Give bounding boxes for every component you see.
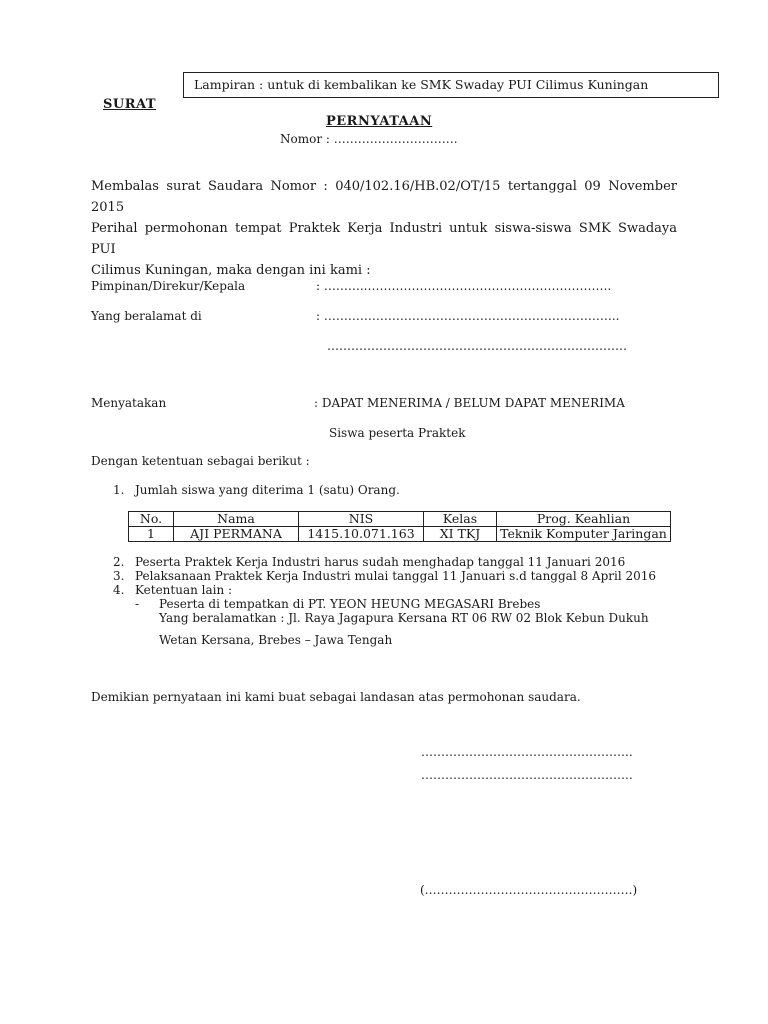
intro-line-3: Cilimus Kuningan, maka dengan ini kami :	[91, 263, 371, 278]
list-text: Peserta Praktek Kerja Industri harus sudah menghadap tanggal 11 Januari 2016	[135, 555, 626, 569]
closing-statement: Demikian pernyataan ini kami buat sebagai landasan atas permohonan saudara.	[91, 690, 581, 704]
ketentuan-intro: Dengan ketentuan sebagai berikut :	[91, 454, 310, 468]
list-item-3	[113, 569, 656, 583]
sub-item-3: Wetan Kersana, Brebes – Jawa Tengah	[159, 633, 393, 647]
attachment-note-box	[183, 72, 719, 98]
signature-name: (…………………………………………….)	[420, 883, 638, 897]
siswa-peserta-text: Siswa peserta Praktek	[329, 426, 466, 440]
pimpinan-value: : ………..…………………………………………………….	[316, 279, 612, 293]
list-text: Pelaksanaan Praktek Kerja Industri mulai tanggal 11 Januari s.d tanggal 8 April 2016	[135, 569, 657, 583]
table-cell: AJI PERMANA	[174, 527, 299, 542]
col-header: Kelas	[424, 512, 497, 527]
title-pernyataan: PERNYATAAN	[326, 114, 433, 129]
sub-item-dash: -	[135, 597, 140, 611]
intro-line-1: Membalas surat Saudara Nomor : 040/102.16/HB.02/OT/15 tertanggal 09 November 2015	[91, 179, 677, 215]
table-cell: 1415.10.071.163	[299, 527, 424, 542]
table-cell: Teknik Komputer Jaringan	[497, 527, 671, 542]
title-surat: SURAT	[103, 97, 157, 112]
menyatakan-label: Menyatakan	[91, 396, 167, 410]
alamat-value: : ………………………………………………………………..	[316, 309, 620, 323]
list-number: 3.	[113, 569, 125, 583]
col-header: No.	[129, 512, 174, 527]
signature-line-1: ……………………………………………..	[421, 745, 633, 759]
list-item-2	[113, 555, 625, 569]
list-text: Ketentuan lain :	[135, 583, 233, 597]
list-item-4	[113, 583, 232, 597]
alamat-value-line-2: …………………………………………………………………	[327, 339, 627, 353]
col-header: NIS	[299, 512, 424, 527]
menyatakan-value: : DAPAT MENERIMA / BELUM DAPAT MENERIMA	[314, 396, 625, 410]
table-cell: 1	[129, 527, 174, 542]
student-table	[128, 511, 671, 542]
sub-item-1: Peserta di tempatkan di PT. YEON HEUNG MEGASARI Brebes	[159, 597, 541, 611]
intro-line-2: Perihal permohonan tempat Praktek Kerja Industri untuk siswa-siswa SMK Swadaya PUI	[91, 221, 677, 257]
col-header: Prog. Keahlian	[497, 512, 671, 527]
table-row	[129, 527, 671, 542]
list-text: Jumlah siswa yang diterima 1 (satu) Orang.	[135, 483, 400, 497]
table-header-row	[129, 512, 671, 527]
nomor-line: Nomor : ………………………….	[280, 132, 458, 146]
alamat-label: Yang beralamat di	[91, 309, 202, 323]
col-header: Nama	[174, 512, 299, 527]
attachment-note: Lampiran : untuk di kembalikan ke SMK Swaday PUI Cilimus Kuningan	[194, 77, 649, 92]
list-item-1	[113, 483, 400, 497]
pimpinan-label: Pimpinan/Direkur/Kepala	[91, 279, 246, 293]
list-number: 4.	[113, 583, 125, 597]
table-cell: XI TKJ	[424, 527, 497, 542]
list-number: 1.	[113, 483, 125, 497]
intro-paragraph	[91, 176, 677, 281]
list-number: 2.	[113, 555, 125, 569]
sub-item-2: Yang beralamatkan : Jl. Raya Jagapura Kersana RT 06 RW 02 Blok Kebun Dukuh	[159, 611, 649, 625]
signature-line-2: ……………………………………………..	[421, 768, 633, 782]
